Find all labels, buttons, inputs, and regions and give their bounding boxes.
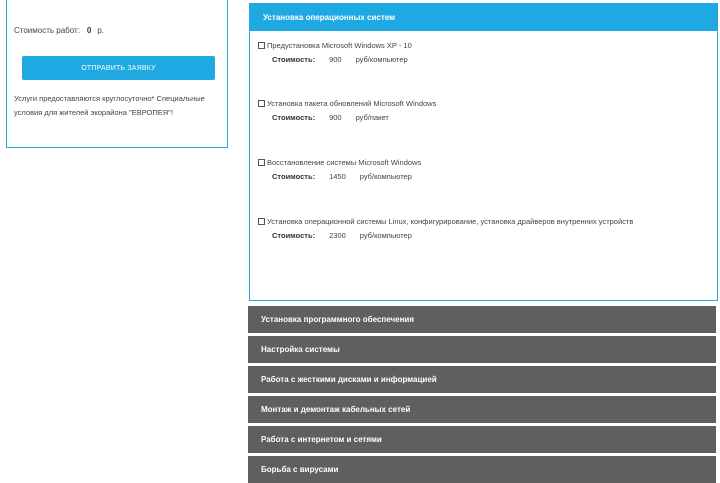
service-item — [258, 156, 687, 183]
service-item — [258, 215, 687, 242]
service-checkbox[interactable] — [258, 100, 265, 107]
service-checkbox[interactable] — [258, 42, 265, 49]
price-unit: руб/компьютер — [359, 231, 412, 240]
category-header-active[interactable]: Установка операционных систем — [250, 4, 717, 31]
category-software-install[interactable]: Установка программного обеспечения — [248, 306, 716, 333]
price-unit: руб/компьютер — [355, 55, 408, 64]
order-summary-box — [6, 0, 228, 148]
service-name[interactable]: Восстановление системы Microsoft Windows — [267, 158, 422, 167]
cost-line — [14, 26, 104, 35]
category-cable-networks[interactable]: Монтаж и демонтаж кабельных сетей — [248, 396, 716, 423]
category-panel-os-install — [249, 3, 718, 301]
service-checkbox[interactable] — [258, 159, 265, 166]
service-price — [272, 54, 687, 66]
price-value: 900 — [329, 55, 342, 64]
service-price — [272, 230, 687, 242]
service-name[interactable]: Предустановка Microsoft Windows XP - 10 — [267, 41, 412, 50]
service-price — [272, 171, 687, 183]
price-unit: руб/компьютер — [359, 172, 412, 181]
service-name[interactable]: Установка операционной системы Linux, конфигурирование, установка драйверов внутренних устройств — [267, 217, 634, 226]
price-label: Стоимость: — [272, 113, 316, 122]
cost-label: Стоимость работ: — [14, 26, 80, 35]
currency: р. — [97, 26, 105, 35]
service-item — [258, 97, 687, 124]
category-antivirus[interactable]: Борьба с вирусами — [248, 456, 716, 483]
submit-request-button[interactable]: ОТПРАВИТЬ ЗАЯВКУ — [22, 56, 215, 80]
price-value: 2300 — [329, 231, 346, 240]
service-item — [258, 39, 687, 66]
price-unit: руб/пакет — [355, 113, 389, 122]
cost-value: 0 — [86, 26, 92, 35]
category-internet-networks[interactable]: Работа с интернетом и сетями — [248, 426, 716, 453]
service-note: Услуги предоставляются круглосуточно* Специальные условия для жителей экорайона "ЕВРОПЕЯ"! — [14, 94, 205, 117]
price-value: 900 — [329, 113, 342, 122]
service-price — [272, 112, 687, 124]
price-label: Стоимость: — [272, 55, 316, 64]
service-checkbox[interactable] — [258, 218, 265, 225]
price-label: Стоимость: — [272, 231, 316, 240]
category-hard-drives[interactable]: Работа с жесткими дисками и информацией — [248, 366, 716, 393]
price-label: Стоимость: — [272, 172, 316, 181]
category-system-setup[interactable]: Настройка системы — [248, 336, 716, 363]
price-value: 1450 — [329, 172, 346, 181]
service-name[interactable]: Установка пакета обновлений Microsoft Windows — [267, 99, 437, 108]
